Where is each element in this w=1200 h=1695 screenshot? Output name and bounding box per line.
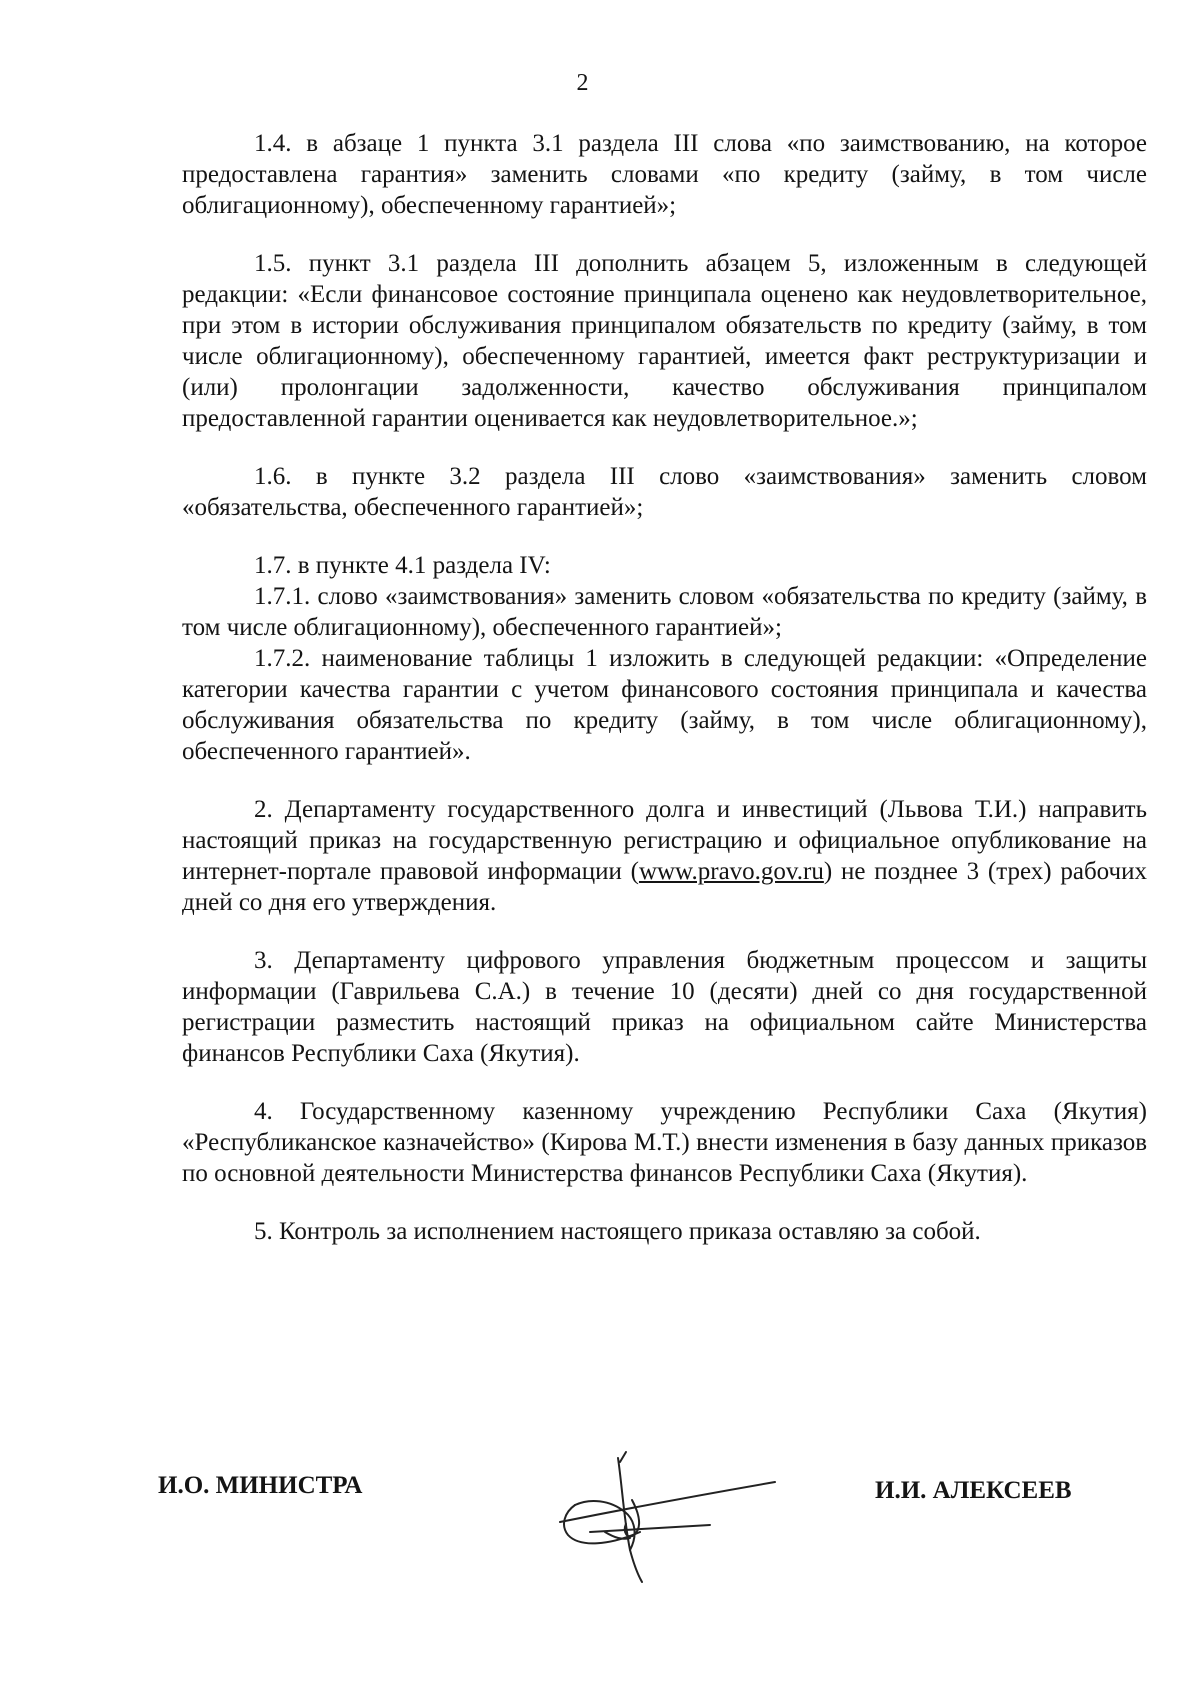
handwritten-signature [530,1440,790,1590]
paragraph-3: 3. Департаменту цифрового управления бюджетным процессом и защиты информации (Гаврильева С.А.) в течение 10 (десяти) дней со дня государственной регистрации разместить настоящий приказ на официальном сайте Министерства финансов Республики Саха (Якутия). [182,947,1147,1067]
paragraph-2-tail: ) не позднее 3 (трех) рабочих дней со дня его утверждения. [182,858,1147,916]
paragraph-1-7-1: 1.7.1. слово «заимствования» заменить словом «обязательства по кредиту (займу, в том числе облигационному), обеспеченного гарантией»; [182,583,1147,641]
document-body [182,128,1147,1247]
paragraph-1-6: 1.6. в пункте 3.2 раздела III слово «заимствования» заменить словом «обязательства, обеспеченного гарантией»; [182,463,1147,521]
page-number: 2 [576,70,589,96]
paragraph-1-7: 1.7. в пункте 4.1 раздела IV: [254,552,551,579]
signatory-name: И.И. АЛЕКСЕЕВ [875,1477,1072,1504]
paragraph-1-4: 1.4. в абзаце 1 пункта 3.1 раздела III слова «по заимствованию, на которое предоставлена гарантия» заменить словами «по кредиту (займу, в том числе облигационному), обеспеченному гарантией»; [182,130,1147,219]
signatory-role: И.О. МИНИСТРА [158,1472,363,1499]
paragraph-2-text: 2. Департаменту государственного долга и инвестиций (Львова Т.И.) направить настоящий приказ на государственную регистрацию и официальное опубликование на интернет-портале правовой информации ( [182,796,1147,885]
paragraph-4: 4. Государственному казенному учреждению Республики Саха (Якутия) «Республиканское казначейство» (Кирова М.Т.) внести изменения в базу данных приказов по основной деятельности Министерства финансов Республики Саха (Якутия). [182,1098,1147,1187]
pravo-link[interactable]: www.pravo.gov.ru [638,858,824,885]
paragraph-5: 5. Контроль за исполнением настоящего приказа оставляю за собой. [254,1218,981,1245]
paragraph-2 [182,794,1147,918]
paragraph-1-5: 1.5. пункт 3.1 раздела III дополнить абзацем 5, изложенным в следующей редакции: «Если финансовое состояние принципала оценено как неудовлетворительное, при этом в истории обслуживания принципалом обязательств по кредиту (займу, в том числе облигационному), обеспеченному гарантией, имеется факт реструктуризации и (или) пролонгации задолженности, качество обслуживания принципалом предоставленной гарантии оценивается как неудовлетворительное.»; [182,250,1147,432]
paragraph-1-7-2: 1.7.2. наименование таблицы 1 изложить в следующей редакции: «Определение категории качества гарантии с учетом финансового состояния принципала и качества обслуживания обязательства по кредиту (займу, в том числе облигационному), обеспеченного гарантией». [182,645,1147,765]
